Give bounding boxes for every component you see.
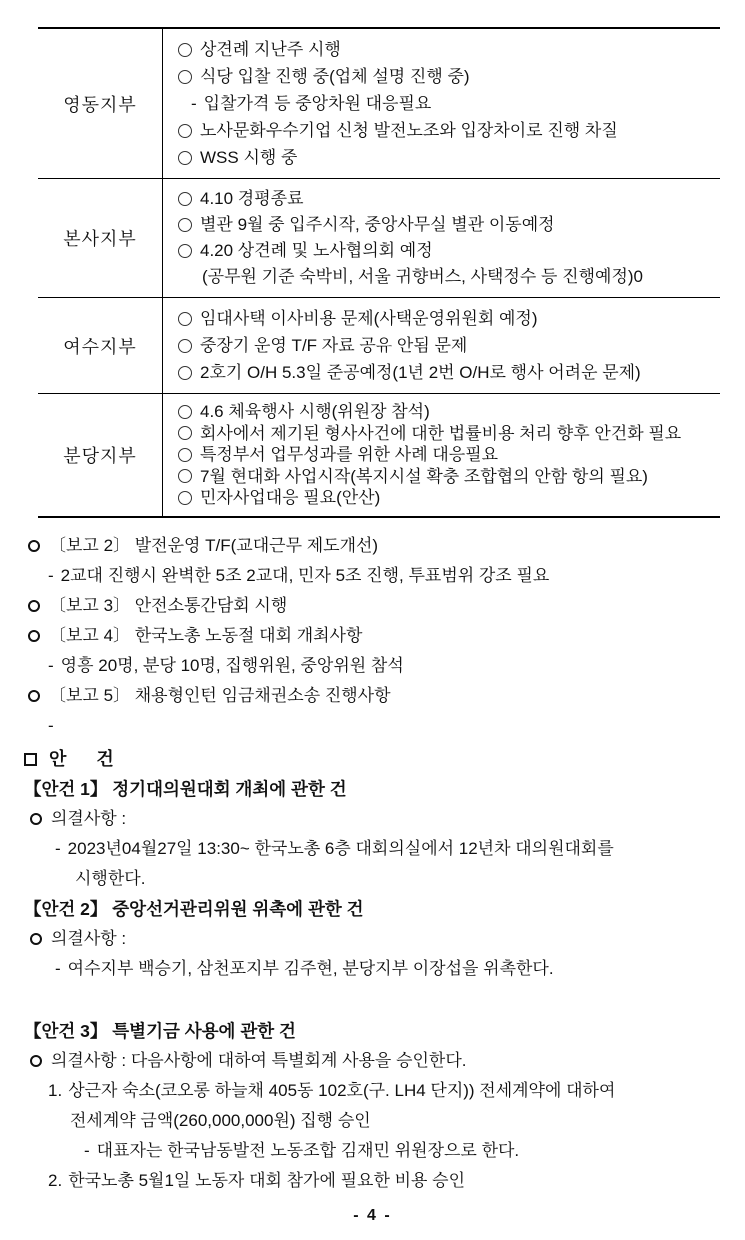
table-item xyxy=(178,36,716,63)
table-item xyxy=(178,90,716,117)
branch-name: 영동지부 xyxy=(38,28,163,179)
table-row xyxy=(38,394,720,517)
body-line-text: 여수지부 백승기, 삼천포지부 김주현, 분당지부 이장섭을 위촉한다. xyxy=(67,958,554,978)
agenda-item-title: 【안건 3】 특별기금 사용에 관한 건 xyxy=(24,1020,296,1041)
table-item xyxy=(178,444,716,466)
circle-bullet-icon xyxy=(178,43,192,57)
table-item-text: 민자사업대응 필요(안산) xyxy=(200,488,381,507)
table-item xyxy=(178,466,716,488)
table-row xyxy=(38,298,720,394)
body-line-text: 의결사항 : xyxy=(51,928,127,948)
table-item-text: 4.10 경평종료 xyxy=(200,189,304,208)
body-line xyxy=(0,651,745,681)
body-line-text: 한국노총 5월1일 노동자 대회 참가에 필요한 비용 승인 xyxy=(68,1170,466,1190)
table-item xyxy=(178,332,716,359)
square-bullet-icon xyxy=(24,753,37,766)
page-number: - 4 - xyxy=(353,1207,392,1224)
table-item-text: 중장기 운영 T/F 자료 공유 안됨 문제 xyxy=(200,336,468,355)
body-line xyxy=(0,621,745,651)
table-item-text: 노사문화우수기업 신청 발전노조와 입장차이로 진행 차질 xyxy=(200,121,618,140)
table-item xyxy=(178,186,716,212)
body-line xyxy=(0,864,745,894)
page-footer xyxy=(0,1207,745,1225)
branch-table-body xyxy=(38,28,720,517)
table-item-text: 임대사택 이사비용 문제(사택운영위원회 예정) xyxy=(200,309,538,328)
circle-bullet-icon xyxy=(178,244,192,258)
table-item xyxy=(178,401,716,423)
dash-marker: - xyxy=(48,715,54,735)
table-item xyxy=(178,264,716,290)
body-line xyxy=(0,804,745,834)
table-item xyxy=(178,487,716,509)
body-line-text: 의결사항 : xyxy=(51,808,127,828)
body-line xyxy=(0,561,745,591)
body-line-text: 〔보고 2〕 발전운영 T/F(교대근무 제도개선) xyxy=(49,535,379,555)
branch-items xyxy=(163,179,721,298)
report-list xyxy=(0,531,745,741)
body-line-text: 상근자 숙소(코오롱 하늘채 405동 102호(구. LH4 단지)) 전세계약에 대하여 xyxy=(68,1080,616,1100)
branch-items xyxy=(163,28,721,179)
body-line-text: 〔보고 4〕 한국노총 노동절 대회 개최사항 xyxy=(49,625,363,645)
table-item-text: 입찰가격 등 중앙차원 대응필요 xyxy=(203,94,432,113)
table-item-text: 특정부서 업무성과를 위한 사례 대응필요 xyxy=(200,445,499,464)
table-row xyxy=(38,179,720,298)
table-item-text: 상견례 지난주 시행 xyxy=(200,40,341,59)
branch-name: 본사지부 xyxy=(38,179,163,298)
table-item-text: 4.6 체육행사 시행(위원장 참석) xyxy=(200,402,430,421)
body-line xyxy=(0,954,745,984)
bold-circle-bullet-icon xyxy=(30,813,42,825)
circle-bullet-icon xyxy=(178,70,192,84)
table-item xyxy=(178,238,716,264)
circle-bullet-icon xyxy=(178,448,192,462)
bold-circle-bullet-icon xyxy=(28,600,40,612)
bold-circle-bullet-icon xyxy=(28,540,40,552)
body-line xyxy=(0,1136,745,1166)
agenda-section-heading xyxy=(0,744,745,774)
dash-marker: - xyxy=(48,565,54,585)
table-item-text: 2호기 O/H 5.3일 준공예정(1년 2번 O/H로 행사 어려운 문제) xyxy=(200,363,641,382)
table-item xyxy=(178,117,716,144)
body-line-text: 대표자는 한국남동발전 노동조합 김재민 위원장으로 한다. xyxy=(96,1140,520,1160)
table-item xyxy=(178,144,716,171)
circle-bullet-icon xyxy=(178,312,192,326)
dash-marker: - xyxy=(84,1140,90,1160)
document-page xyxy=(0,27,745,1240)
table-item xyxy=(178,212,716,238)
body-line xyxy=(0,1106,745,1136)
bold-circle-bullet-icon xyxy=(30,1055,42,1067)
body-line xyxy=(0,531,745,561)
circle-bullet-icon xyxy=(178,366,192,380)
circle-bullet-icon xyxy=(178,192,192,206)
circle-bullet-icon xyxy=(178,218,192,232)
table-item-text: 식당 입찰 진행 중(업체 설명 진행 중) xyxy=(200,67,470,86)
body-line xyxy=(0,1076,745,1106)
table-item-text: 회사에서 제기된 형사사건에 대한 법률비용 처리 향후 안건화 필요 xyxy=(200,423,682,443)
branch-items xyxy=(163,394,721,517)
body-line-text: 2023년04월27일 13:30~ 한국노총 6층 대회의실에서 12년차 대의원대회를 xyxy=(67,838,614,858)
branch-name: 분당지부 xyxy=(38,394,163,517)
branch-name: 여수지부 xyxy=(38,298,163,394)
dash-marker: - xyxy=(55,958,61,978)
table-item-text: 4.20 상견례 및 노사협의회 예정 xyxy=(200,241,433,260)
circle-bullet-icon xyxy=(178,426,192,440)
branch-items xyxy=(163,298,721,394)
page xyxy=(0,27,745,1240)
number-marker: 1. xyxy=(48,1080,63,1100)
body-line xyxy=(0,924,745,954)
table-item xyxy=(178,359,716,386)
table-item-text: 별관 9월 중 입주시작, 중앙사무실 별관 이동예정 xyxy=(200,215,555,234)
table-item-text: WSS 시행 중 xyxy=(200,148,298,167)
branch-status-table xyxy=(38,27,720,518)
body-line-text: 〔보고 5〕 채용형인턴 임금채권소송 진행사항 xyxy=(49,685,391,705)
body-line-text: 시행한다. xyxy=(75,868,146,888)
body-line xyxy=(0,681,745,711)
agenda-item-title: 【안건 1】 정기대의원대회 개최에 관한 건 xyxy=(24,778,347,799)
number-marker: 2. xyxy=(48,1170,63,1190)
body-line-text: 〔보고 3〕 안전소통간담회 시행 xyxy=(49,595,288,615)
table-item-text: (공무원 기준 숙박비, 서울 귀향버스, 사택정수 등 진행예정)0 xyxy=(202,267,643,286)
table-item xyxy=(178,63,716,90)
agenda-item-title: 【안건 2】 중앙선거관리위원 위촉에 관한 건 xyxy=(24,898,364,919)
table-item xyxy=(178,423,716,445)
body-line-text: 전세계약 금액(260,000,000원) 집행 승인 xyxy=(70,1110,371,1130)
table-item-text: 7월 현대화 사업시작(복지시설 확충 조합협의 안함 항의 필요) xyxy=(200,466,648,486)
circle-bullet-icon xyxy=(178,405,192,419)
dash-marker: - xyxy=(191,94,197,113)
body-line-text: 2교대 진행시 완벽한 5조 2교대, 민자 5조 진행, 투표범위 강조 필요 xyxy=(60,565,550,585)
circle-bullet-icon xyxy=(178,151,192,165)
circle-bullet-icon xyxy=(178,491,192,505)
body-line-text: 영흥 20명, 분당 10명, 집행위원, 중앙위원 참석 xyxy=(60,655,404,675)
table-row xyxy=(38,28,720,179)
body-line xyxy=(0,591,745,621)
body-line xyxy=(0,1046,745,1076)
bold-circle-bullet-icon xyxy=(28,690,40,702)
agenda-list xyxy=(0,774,745,1196)
body-line xyxy=(0,711,745,741)
table-item xyxy=(178,305,716,332)
dash-marker: - xyxy=(55,838,61,858)
agenda-heading-label: 안 건 xyxy=(49,748,114,769)
body-line xyxy=(0,1166,745,1196)
circle-bullet-icon xyxy=(178,339,192,353)
body-line-text: 의결사항 : 다음사항에 대하여 특별회계 사용을 승인한다. xyxy=(51,1050,467,1070)
dash-marker: - xyxy=(48,655,54,675)
body-line xyxy=(0,834,745,864)
bold-circle-bullet-icon xyxy=(28,630,40,642)
circle-bullet-icon xyxy=(178,124,192,138)
circle-bullet-icon xyxy=(178,469,192,483)
bold-circle-bullet-icon xyxy=(30,933,42,945)
